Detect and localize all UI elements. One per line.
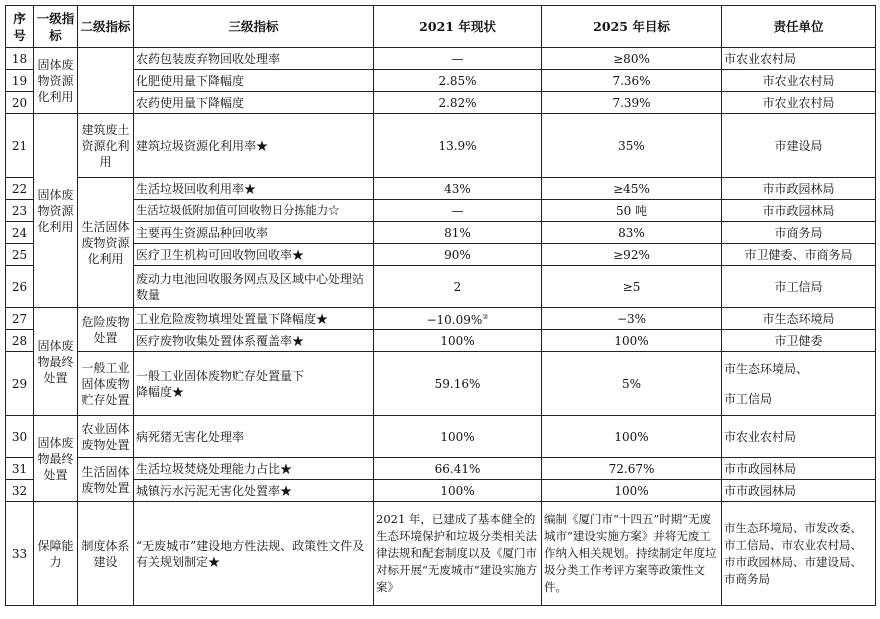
level1-cell: 固体废物最终处置 <box>34 416 78 502</box>
table-row <box>6 308 876 330</box>
level2-cell: 生活固体废物处置 <box>78 458 134 502</box>
responsible-unit-cell: 市商务局 <box>722 222 876 244</box>
status-2021-cell: 2021 年，已建成了基本健全的生态环境保护和垃圾分类相关法律法规和配套制度以及《厦门市对标开展“无废城市”建设实施方案》 <box>374 502 542 606</box>
level2-cell: 生活固体废物资源化利用 <box>78 178 134 308</box>
responsible-unit-cell: 市农业农村局 <box>722 70 876 92</box>
level1-cell: 固体废物资源化利用 <box>34 48 78 114</box>
table-row <box>6 48 876 70</box>
status-2021-cell: 81% <box>374 222 542 244</box>
status-2021-cell: — <box>374 200 542 222</box>
status-2021-cell: 13.9% <box>374 114 542 178</box>
level3-cell: 废动力电池回收服务网点及区域中心处理站数量 <box>134 266 374 308</box>
status-2021-cell <box>374 308 542 330</box>
status-2021-cell: 2.85% <box>374 70 542 92</box>
footnote-marker: ② <box>482 313 489 321</box>
level1-cell: 保障能力 <box>34 502 78 606</box>
responsible-unit-cell: 市生态环境局 <box>722 308 876 330</box>
seq-cell: 29 <box>6 352 34 416</box>
level3-cell: “无废城市”建设地方性法规、政策性文件及有关规划制定★ <box>134 502 374 606</box>
table-row <box>6 178 876 200</box>
level3-cell: 工业危险废物填埋处置量下降幅度★ <box>134 308 374 330</box>
level3-cell: 主要再生资源品种回收率 <box>134 222 374 244</box>
indicator-table-container <box>5 5 876 606</box>
seq-cell: 18 <box>6 48 34 70</box>
target-2025-cell: 50 吨 <box>542 200 722 222</box>
status-2021-cell: 100% <box>374 416 542 458</box>
seq-cell: 22 <box>6 178 34 200</box>
level3-cell: 一般工业固体废物贮存处置量下降幅度★ <box>134 352 374 416</box>
table-row <box>6 458 876 480</box>
header-seq: 序号 <box>6 6 34 48</box>
level3-cell: 医疗卫生机构可回收物回收率★ <box>134 244 374 266</box>
responsible-unit-cell: 市市政园林局 <box>722 480 876 502</box>
table-row <box>6 222 876 244</box>
responsible-unit-cell: 市生态环境局、市发改委、市工信局、市农业农村局、市市政园林局、市建设局、市商务局 <box>722 502 876 606</box>
responsible-unit-cell: 市卫健委 <box>722 330 876 352</box>
level3-cell: 建筑垃圾资源化利用率★ <box>134 114 374 178</box>
status-2021-cell: 100% <box>374 330 542 352</box>
level3-cell: 农药使用量下降幅度 <box>134 92 374 114</box>
status-2021-cell: 59.16% <box>374 352 542 416</box>
level3-cell: 病死猪无害化处理率 <box>134 416 374 458</box>
seq-cell: 31 <box>6 458 34 480</box>
responsible-unit-cell: 市建设局 <box>722 114 876 178</box>
responsible-unit-cell: 市农业农村局 <box>722 92 876 114</box>
responsible-unit-cell: 市工信局 <box>722 266 876 308</box>
table-row <box>6 70 876 92</box>
level3-cell: 生活垃圾低附加值可回收物日分拣能力☆ <box>134 200 374 222</box>
target-2025-cell: ≥92% <box>542 244 722 266</box>
table-row <box>6 244 876 266</box>
header-status-2021: 2021 年现状 <box>374 6 542 48</box>
level3-cell: 医疗废物收集处置体系覆盖率★ <box>134 330 374 352</box>
header-responsible-unit: 责任单位 <box>722 6 876 48</box>
responsible-unit-cell: 市市政园林局 <box>722 458 876 480</box>
target-2025-cell: 100% <box>542 416 722 458</box>
table-row <box>6 114 876 178</box>
responsible-unit-line: 市工信局 <box>724 391 773 406</box>
header-level2: 二级指标 <box>78 6 134 48</box>
level3-cell: 化肥使用量下降幅度 <box>134 70 374 92</box>
target-2025-cell: 72.67% <box>542 458 722 480</box>
level2-cell: 危险废物处置 <box>78 308 134 352</box>
responsible-unit-cell: 市市政园林局 <box>722 178 876 200</box>
target-2025-cell: 7.36% <box>542 70 722 92</box>
status-2021-cell: 2 <box>374 266 542 308</box>
seq-cell: 33 <box>6 502 34 606</box>
level1-cell: 固体废物资源化利用 <box>34 114 78 308</box>
seq-cell: 19 <box>6 70 34 92</box>
status-2021-cell: — <box>374 48 542 70</box>
header-level3: 三级指标 <box>134 6 374 48</box>
target-2025-cell: ≥80% <box>542 48 722 70</box>
header-target-2025: 2025 年目标 <box>542 6 722 48</box>
seq-cell: 26 <box>6 266 34 308</box>
target-2025-cell: 83% <box>542 222 722 244</box>
seq-cell: 28 <box>6 330 34 352</box>
level2-cell: 制度体系建设 <box>78 502 134 606</box>
table-row <box>6 266 876 308</box>
responsible-unit-cell: 市市政园林局 <box>722 200 876 222</box>
level2-cell-empty <box>78 48 134 114</box>
table-row <box>6 480 876 502</box>
header-row <box>6 6 876 48</box>
seq-cell: 25 <box>6 244 34 266</box>
level2-cell: 一般工业固体废物贮存处置 <box>78 352 134 416</box>
level3-cell: 城镇污水污泥无害化处置率★ <box>134 480 374 502</box>
responsible-unit-line: 市生态环境局、 <box>724 361 809 376</box>
seq-cell: 23 <box>6 200 34 222</box>
table-row <box>6 352 876 416</box>
target-2025-cell: ≥5 <box>542 266 722 308</box>
seq-cell: 30 <box>6 416 34 458</box>
level2-cell: 建筑废土资源化利用 <box>78 114 134 178</box>
seq-cell: 32 <box>6 480 34 502</box>
status-2021-cell: 90% <box>374 244 542 266</box>
status-value: −10.09% <box>426 313 483 327</box>
seq-cell: 20 <box>6 92 34 114</box>
header-level1: 一级指标 <box>34 6 78 48</box>
level1-cell: 固体废物最终处置 <box>34 308 78 416</box>
responsible-unit-cell: 市农业农村局 <box>722 416 876 458</box>
table-row <box>6 416 876 458</box>
status-2021-cell: 43% <box>374 178 542 200</box>
level3-cell: 生活垃圾回收利用率★ <box>134 178 374 200</box>
table-row <box>6 330 876 352</box>
target-2025-cell: 5% <box>542 352 722 416</box>
responsible-unit-cell: 市卫健委、市商务局 <box>722 244 876 266</box>
status-2021-cell: 2.82% <box>374 92 542 114</box>
responsible-unit-cell <box>722 352 876 416</box>
target-2025-cell: 100% <box>542 330 722 352</box>
table-row <box>6 200 876 222</box>
status-2021-cell: 66.41% <box>374 458 542 480</box>
seq-cell: 21 <box>6 114 34 178</box>
level3-cell: 农药包装废弃物回收处理率 <box>134 48 374 70</box>
table-row <box>6 502 876 606</box>
level3-cell: 生活垃圾焚烧处理能力占比★ <box>134 458 374 480</box>
responsible-unit-cell: 市农业农村局 <box>722 48 876 70</box>
level2-cell: 农业固体废物处置 <box>78 416 134 458</box>
table-row <box>6 92 876 114</box>
target-2025-cell: 编制《厦门市“十四五”时期“无废城市”建设实施方案》并将无废工作纳入相关规划。持续制定年度垃圾分类工作考评方案等政策性文件。 <box>542 502 722 606</box>
target-2025-cell: 100% <box>542 480 722 502</box>
target-2025-cell: −3% <box>542 308 722 330</box>
target-2025-cell: ≥45% <box>542 178 722 200</box>
seq-cell: 24 <box>6 222 34 244</box>
target-2025-cell: 35% <box>542 114 722 178</box>
status-2021-cell: 100% <box>374 480 542 502</box>
seq-cell: 27 <box>6 308 34 330</box>
target-2025-cell: 7.39% <box>542 92 722 114</box>
indicator-table <box>5 5 876 606</box>
